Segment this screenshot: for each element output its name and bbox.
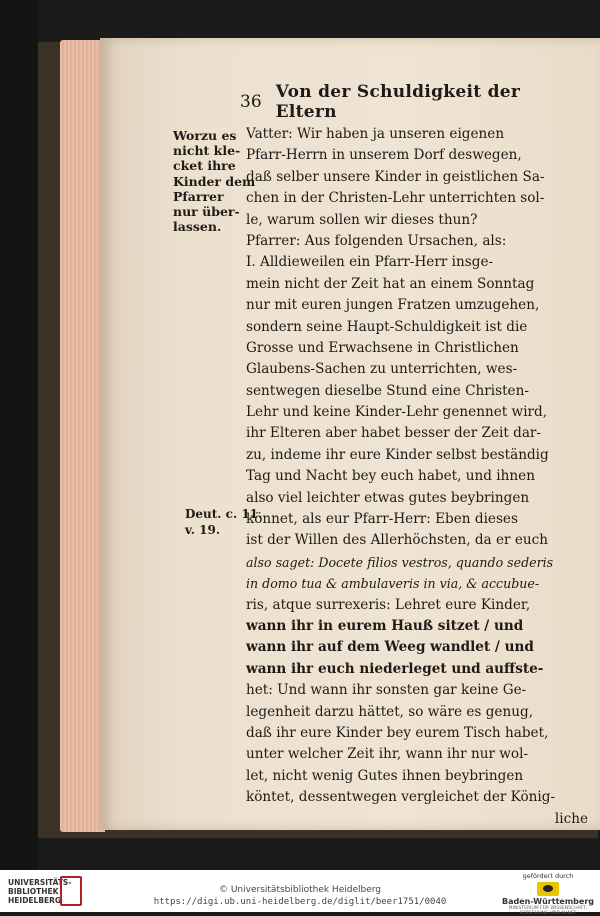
state-seal-icon	[537, 882, 559, 896]
copyright-text: © Universitätsbibliothek Heidelberg	[218, 885, 381, 895]
library-name-line: BIBLIOTHEK	[8, 887, 59, 896]
sponsor-name: Baden-Württemberg	[501, 897, 594, 906]
text-line: zu, indeme ihr eure Kinder selbst beständig	[246, 446, 549, 463]
margin-note-line: Worzu es	[173, 128, 237, 143]
text-line: legenheit darzu hättet, so wäre es genug,	[246, 703, 534, 720]
text-line: also viel leichter etwas gutes beybringen	[246, 489, 530, 506]
library-name-line: UNIVERSITÄTS-	[8, 878, 72, 887]
text-line: sondern seine Haupt-Schuldigkeit ist die	[246, 318, 528, 335]
sponsor-label: gefördert durch	[522, 872, 574, 880]
text-line: Grosse und Erwachsene in Christlichen	[246, 339, 519, 356]
text-line: köntet, dessentwegen vergleichet der König-	[246, 789, 556, 806]
emphasis-line: wann ihr in eurem Hauß sitzet / und	[246, 617, 524, 634]
page-header	[240, 82, 585, 122]
text-line: Vatter: Wir haben ja unseren eigenen	[246, 126, 505, 142]
page-number: 36	[240, 92, 262, 112]
emphasis-line: wann ihr euch niederleget und auffste-	[246, 660, 544, 677]
text-line: Pfarrer: Aus folgenden Ursachen, als:	[246, 232, 507, 249]
page-url-link[interactable]: https://digi.ub.uni-heidelberg.de/diglit/beer1751/0040	[153, 897, 447, 907]
sponsor-subtitle: MINISTERIUM FÜR WISSENSCHAFT, FORSCHUNG UND KUNST	[508, 906, 588, 916]
margin-note-line: cket ihre	[173, 158, 236, 174]
text-line: het: Und wann ihr sonsten gar keine Ge-	[246, 682, 527, 699]
page-edges	[60, 40, 105, 832]
text-line: let, nicht wenig Gutes ihnen beybringen	[246, 767, 524, 784]
text-line: daß selber unsere Kinder in geistlichen Sa-	[246, 168, 545, 185]
text-line: Tag und Nacht bey euch habet, und ihnen	[246, 468, 535, 485]
catchword: liche	[554, 810, 588, 827]
body-text	[246, 124, 588, 830]
reference-line: v. 19.	[185, 523, 220, 537]
margin-note-line: Kinder dem	[173, 173, 256, 189]
bible-reference	[185, 506, 263, 538]
scan-background	[0, 0, 38, 870]
text-line: unter welcher Zeit ihr, wann ihr nur wol-	[246, 746, 529, 763]
text-line: I. Alldieweilen ein Pfarr-Herr insge-	[246, 254, 494, 271]
margin-note	[173, 128, 256, 235]
text-line: ist der Willen des Allerhöchsten, da er euch	[246, 532, 549, 549]
text-line: nur mit euren jungen Fratzen umzugehen,	[246, 297, 540, 314]
reference-line: Deut. c. 11.	[185, 507, 263, 521]
text-line: Lehr und keine Kinder-Lehr genennet wird,	[246, 404, 548, 421]
text-line: sentwegen dieselbe Stund eine Christen-	[246, 382, 529, 399]
text-line: ihr Elteren aber habet besser der Zeit dar-	[246, 425, 542, 442]
text-line: mein nicht der Zeit hat an einem Sonntag	[246, 275, 535, 292]
margin-note-line: nur über-	[173, 204, 240, 220]
text-line: le, warum sollen wir dieses thun?	[246, 211, 478, 228]
margin-note-line: nicht kle-	[173, 143, 241, 159]
text-line: Glaubens-Sachen zu unterrichten, wes-	[246, 361, 518, 378]
running-title: Von der Schuldigkeit der Eltern	[275, 82, 521, 122]
margin-note-line: Pfarrer	[173, 188, 224, 204]
latin-text-line: in domo tua & ambulaveris in via, & accubue-	[246, 576, 540, 592]
text-line: Pfarr-Herrn in unserem Dorf deswegen,	[246, 147, 522, 164]
emphasis-line: wann ihr auf dem Weeg wandlet / und	[246, 639, 534, 656]
library-name-line: HEIDELBERG	[8, 896, 62, 905]
sponsor-logo[interactable]	[498, 872, 598, 916]
text-line: chen in der Christen-Lehr unterrichten sol-	[246, 190, 545, 207]
text-line: daß ihr eure Kinder bey eurem Tisch habet,	[246, 724, 549, 741]
text-line: könnet, als eur Pfarr-Herr: Eben dieses	[246, 511, 518, 528]
footer-bar	[0, 870, 600, 916]
latin-text-line: also saget: Docete filios vestros, quando sederis	[246, 554, 554, 570]
text-line: ris, atque surrexeris: Lehret eure Kinder,	[246, 596, 531, 613]
margin-note-line: lassen.	[173, 219, 222, 235]
